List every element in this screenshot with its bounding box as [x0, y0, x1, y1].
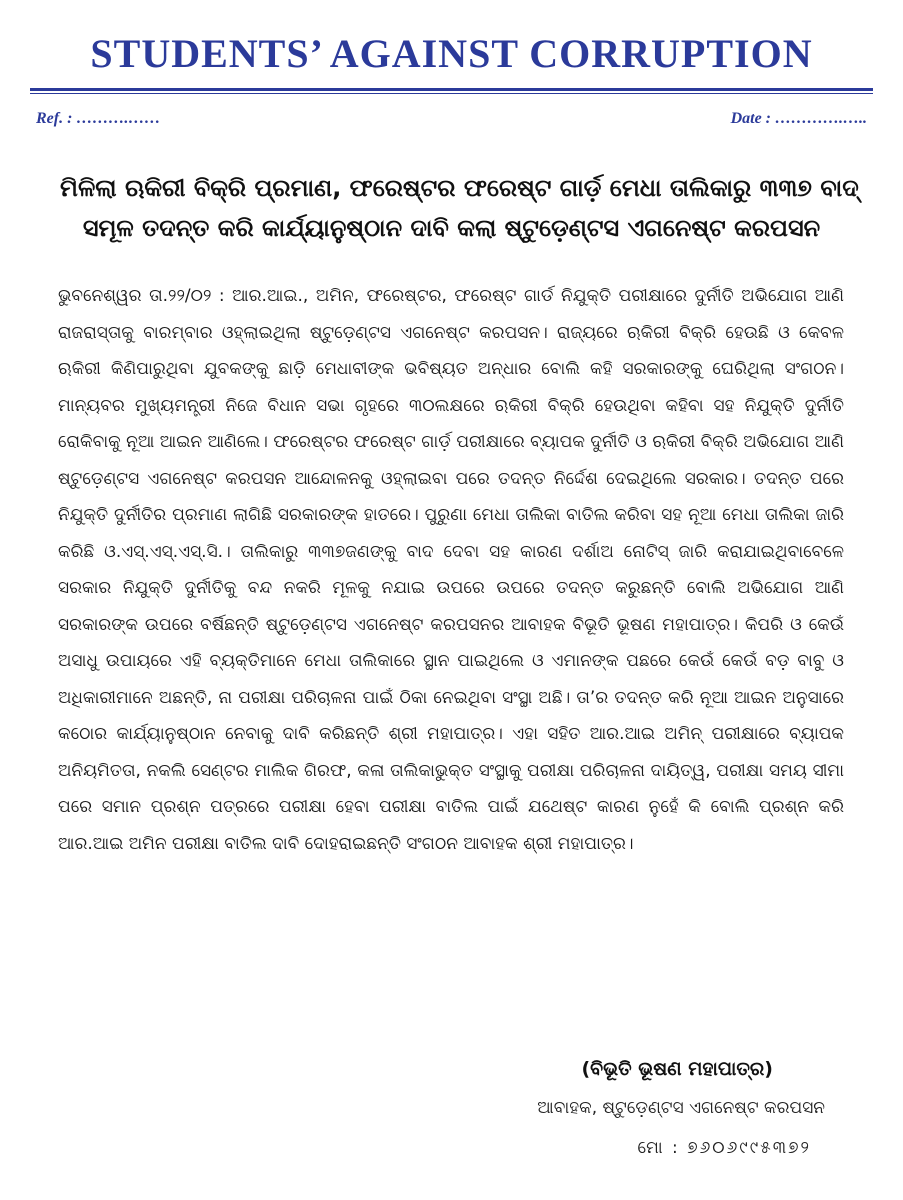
header-divider-thin: [30, 93, 873, 94]
header-divider: [30, 88, 873, 91]
date-field: Date : ………….…..: [730, 110, 867, 127]
press-headline: [60, 168, 859, 248]
headline-line-2: ସମୂଳ ତଦନ୍ତ କରି କାର୍ଯ୍ୟାନୁଷ୍ଠାନ ଦାବି କଲା ଷ୍ଟୁଡ଼େଣ୍ଟସ ଏଗନେଷ୍ଟ କରପସନ: [82, 214, 821, 242]
headline-line-1: ମିଳିଲା ଋକିରୀ ବିକ୍ରି ପ୍ରମାଣ, ଫରେଷ୍ଟର ଫରେଷ୍ଟ ଗାର୍ଡ଼ ମେଧା ତାଲିକାରୁ ୩୩୭ ବାଦ୍: [60, 174, 859, 202]
signatory-designation: ଆବାହକ, ଷ୍ଟୁଡ଼େଣ୍ଟସ ଏଗନେଷ୍ଟ କରପସନ: [537, 1098, 825, 1118]
letterhead-title: STUDENTS’ AGAINST CORRUPTION: [90, 31, 813, 76]
press-release-body: ଭୁବନେଶ୍ୱର ତା.୨୨/୦୨ : ଆର.ଆଇ., ଅମିନ, ଫରେଷ୍ଟର, ଫରେଷ୍ଟ ଗାର୍ଡ ନିଯୁକ୍ତି ପରୀକ୍ଷାରେ ଦୁର୍ନୀତି ଅଭିଯୋଗ ଆଣି ରାଜରାସ୍ତାକୁ ବାରମ୍ବାର ଓହ୍ଲାଇଥିଲା ଷ୍ଟୁଡ଼େଣ୍ଟସ ଏଗନେଷ୍ଟ କରପସନ। ରାଜ୍ୟରେ ଋକିରୀ ବିକ୍ରି ହେଉଛି ଓ କେବଳ ଋକିରୀ କିଣିପାରୁଥିବା ଯୁବକଙ୍କୁ ଛାଡ଼ି ମେଧାବୀଙ୍କ ଭବିଷ୍ୟତ ଅନ୍ଧାର ବୋଲି କହି ସରକାରଙ୍କୁ ଘେରିଥିଲା ସଂଗଠନ। ମାନ୍ୟବର ମୁଖ୍ୟମନ୍ତ୍ରୀ ନିଜେ ବିଧାନ ସଭା ଗୃହରେ ୩୦ଲକ୍ଷରେ ଋକିରୀ ବିକ୍ରି ହେଉଥିବା କହିବା ସହ ନିଯୁକ୍ତି ଦୁର୍ନୀତି ରୋକିବାକୁ ନୂଆ ଆଇନ ଆଣିଲେ। ଫରେଷ୍ଟର ଫରେଷ୍ଟ ଗାର୍ଡ଼ ପରୀକ୍ଷାରେ ବ୍ୟାପକ ଦୁର୍ନୀତି ଓ ଋକିରୀ ବିକ୍ରି ଅଭିଯୋଗ ଆଣି ଷ୍ଟୁଡ଼େଣ୍ଟସ ଏଗନେଷ୍ଟ କରପସନ ଆନ୍ଦୋଳନକୁ ଓହ୍ଲାଇବା ପରେ ତଦନ୍ତ ନିର୍ଦ୍ଦେଶ ଦେଇଥିଲେ ସରକାର। ତଦନ୍ତ ପରେ ନିଯୁକ୍ତି ଦୁର୍ନୀତିର ପ୍ରମାଣ ଲାଗିଛି ସରକାରଙ୍କ ହାତରେ। ପୁରୁଣା ମେଧା ତାଲିକା ବାତିଲ କରିବା ସହ ନୂଆ ମେଧା ତାଲିକା ଜାରି କରିଛି ଓ.ଏସ୍.ଏସ୍.ଏସ୍.ସି.। ତାଲିକାରୁ ୩୩୭ଜଣଙ୍କୁ ବାଦ ଦେବା ସହ କାରଣ ଦର୍ଶାଅ ନୋଟିସ୍ ଜାରି କରାଯାଇଥିବାବେଳେ ସରକାର ନିଯୁକ୍ତି ଦୁର୍ନୀତିକୁ ବନ୍ଦ ନକରି ମୂଳକୁ ନଯାଇ ଉପରେ ଉପରେ ତଦନ୍ତ କରୁଛନ୍ତି ବୋଲି ଅଭିଯୋଗ ଆଣି ସରକାରଙ୍କ ଉପରେ ବର୍ଷିଛନ୍ତି ଷ୍ଟୁଡ଼େଣ୍ଟସ ଏଗନେଷ୍ଟ କରପସନର ଆବାହକ ବିଭୂତି ଭୂଷଣ ମହାପାତ୍ର। କିପରି ଓ କେଉଁ ଅସାଧୁ ଉପାୟରେ ଏହି ବ୍ୟକ୍ତିମାନେ ମେଧା ତାଲିକାରେ ସ୍ଥାନ ପାଇଥିଲେ ଓ ଏମାନଙ୍କ ପଛରେ କେଉଁ କେଉଁ ବଡ଼ ବାବୁ ଓ ଅଧିକାରୀମାନେ ଅଛନ୍ତି, ନା ପରୀକ୍ଷା ପରିଚାଳନା ପାଇଁ ଠିକା ନେଇଥିବା ସଂସ୍ଥା ଅଛି। ତା’ର ତଦନ୍ତ କରି ନୂଆ ଆଇନ ଅନୁସାରେ କଠୋର କାର୍ଯ୍ୟାନୁଷ୍ଠାନ ନେବାକୁ ଦାବି କରିଛନ୍ତି ଶ୍ରୀ ମହାପାତ୍ର। ଏହା ସହିତ ଆର.ଆଇ ଅମିନ୍ ପରୀକ୍ଷାରେ ବ୍ୟାପକ ଅନିୟମିତତା, ନକଲି ସେଣ୍ଟର ମାଲିକ ଗିରଫ, କଳା ତାଲିକାଭୁକ୍ତ ସଂସ୍ଥାକୁ ପରୀକ୍ଷା ପରିଚାଳନା ଦାୟିତ୍ୱ, ପରୀକ୍ଷା ସମୟ ସୀମା ପରେ ସମାନ ପ୍ରଶ୍ନ ପତ୍ରରେ ପରୀକ୍ଷା ହେବା ପରୀକ୍ଷା ବାତିଲ ପାଇଁ ଯଥେଷ୍ଟ କାରଣ ନୁହେଁ କି ବୋଲି ପ୍ରଶ୍ନ କରି ଆର.ଆଇ ଅମିନ ପରୀକ୍ଷା ବାତିଲ ଦାବି ଦୋହରାଇଛନ୍ତି ସଂଗଠନ ଆବାହକ ଶ୍ରୀ ମହାପାତ୍ର।: [58, 286, 844, 854]
signatory-name: (ବିଭୂତି ଭୂଷଣ ମହାପାତ୍ର): [581, 1058, 773, 1080]
signatory-mobile: ମୋ : ୭୬୦୬୯୯୫୩୭୨: [637, 1138, 811, 1158]
ref-field: Ref. : ……….……: [36, 110, 161, 127]
